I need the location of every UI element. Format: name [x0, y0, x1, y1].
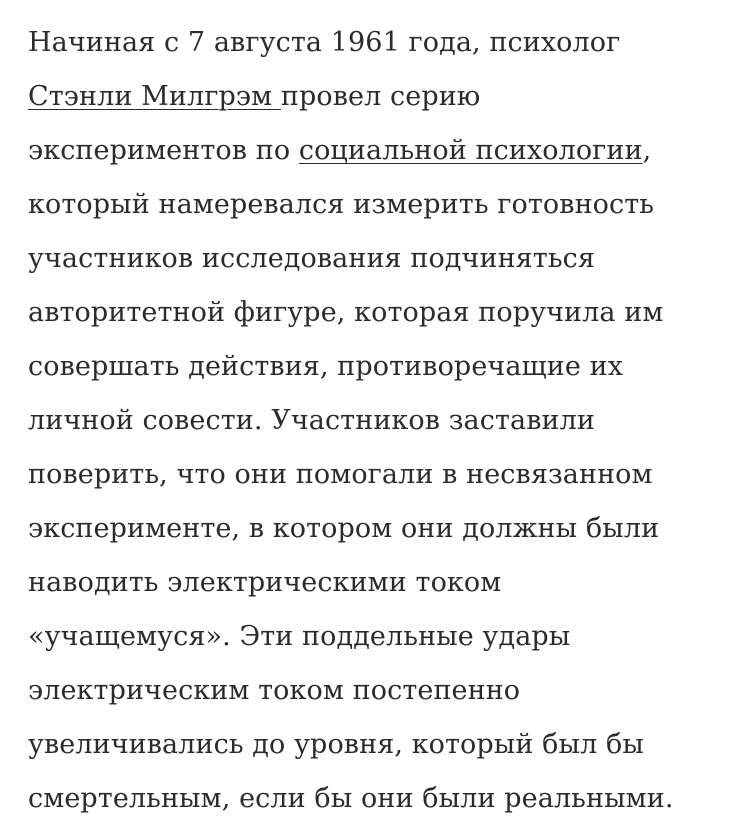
- text-line: смертельным, если бы они были реальными.: [28, 783, 674, 814]
- text-line: эксперименте, в котором они должны были: [28, 513, 660, 544]
- text-fragment: экспериментов по: [28, 135, 299, 166]
- article-body: [28, 16, 748, 826]
- text-line: [28, 70, 748, 124]
- text-line: личной совести. Участников заставили: [28, 405, 595, 436]
- text-line: поверить, что они помогали в несвязанном: [28, 459, 653, 490]
- text-line: который намеревался измерить готовность: [28, 189, 655, 220]
- text-line: электрическим током постепенно: [28, 675, 521, 706]
- text-line: наводить электрическими током: [28, 567, 502, 598]
- text-line: Начиная с 7 августа 1961 года, психолог: [28, 27, 621, 58]
- text-fragment: провел серию: [280, 81, 481, 112]
- text-line: увеличивались до уровня, который был бы: [28, 729, 644, 760]
- text-line: авторитетной фигуре, которая поручила им: [28, 297, 664, 328]
- text-fragment: ,: [642, 135, 652, 166]
- link-social-psychology[interactable]: социальной психологии: [298, 135, 643, 166]
- text-line: [28, 124, 748, 178]
- text-line: совершать действия, противоречащие их: [28, 351, 624, 382]
- text-line: участников исследования подчиняться: [28, 243, 595, 274]
- link-stanley-milgram[interactable]: Стэнли Милгрэм: [28, 81, 281, 112]
- text-line: «учащемуся». Эти поддельные удары: [28, 621, 571, 652]
